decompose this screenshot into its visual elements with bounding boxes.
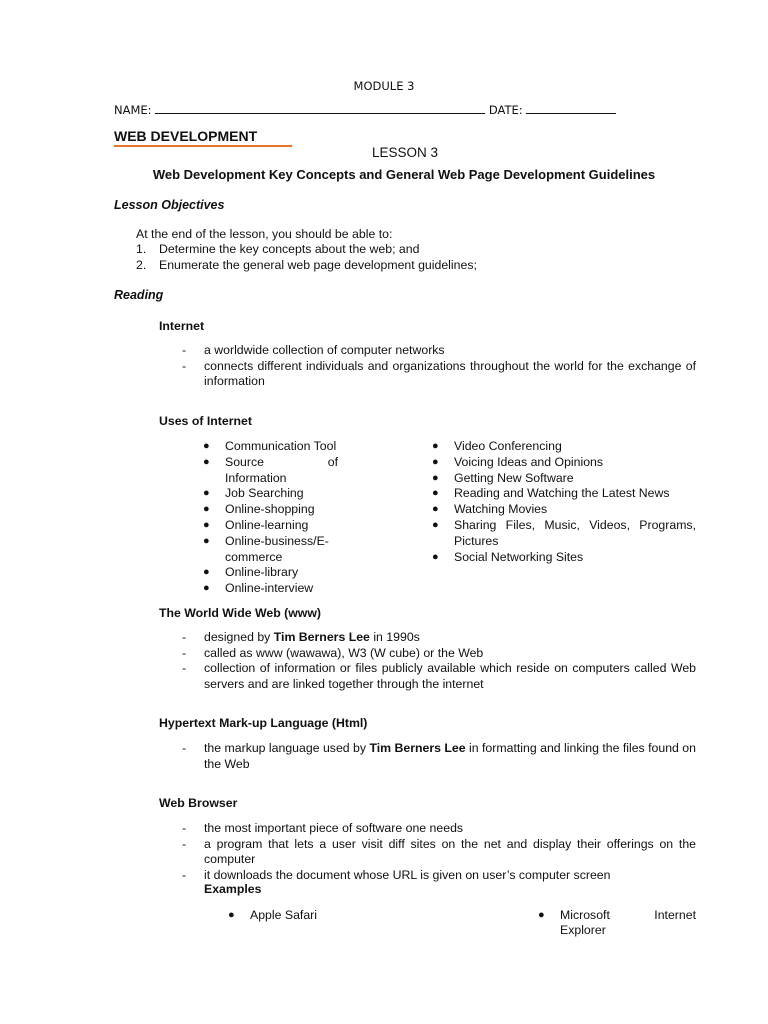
list-item: ● Video Conferencing bbox=[432, 439, 562, 453]
internet-list bbox=[182, 343, 696, 390]
list-item: - connects different individuals and organizations throughout the world for the exchange of information bbox=[182, 358, 696, 388]
name-field[interactable] bbox=[155, 103, 485, 114]
www-heading: The World Wide Web (www) bbox=[159, 606, 322, 620]
list-item: - called as www (wawawa), W3 (W cube) or the Web bbox=[182, 645, 484, 660]
list-item: ● Voicing Ideas and Opinions bbox=[432, 454, 604, 469]
module-label: MODULE 3 bbox=[353, 79, 415, 93]
objectives-list bbox=[136, 242, 477, 273]
list-item: ● Communication Tool bbox=[203, 439, 337, 453]
list-item: - a worldwide collection of computer networks bbox=[182, 343, 445, 357]
browser-list bbox=[182, 821, 696, 883]
list-item: 2. Enumerate the general web page development guidelines; bbox=[136, 257, 477, 272]
html-heading: Hypertext Mark-up Language (Html) bbox=[159, 716, 368, 730]
list-item: ● Reading and Watching the Latest News bbox=[432, 486, 670, 501]
uses-list-left bbox=[203, 439, 338, 597]
course-title: WEB DEVELOPMENT bbox=[114, 128, 258, 144]
examples-label: Examples bbox=[204, 882, 262, 896]
name-label: NAME: bbox=[114, 103, 152, 117]
list-item: ● Online-library bbox=[203, 565, 299, 580]
browser-heading: Web Browser bbox=[159, 796, 238, 810]
www-list bbox=[182, 630, 696, 692]
example-item: ● Microsoft Internet Explorer bbox=[538, 908, 696, 937]
list-item: ● Online-shopping bbox=[203, 502, 315, 517]
page-title: Web Development Key Concepts and General Web Page Development Guidelines bbox=[152, 167, 656, 182]
list-item: - the markup language used by Tim Berners Lee in formatting and linking the files found on the Web bbox=[182, 741, 696, 771]
list-item: - the most important piece of software one needs bbox=[182, 821, 464, 835]
date-label: DATE: bbox=[488, 103, 523, 117]
list-item: - a program that lets a user visit diff sites on the net and display their offerings on the computer bbox=[182, 836, 696, 866]
name-date-line bbox=[114, 103, 616, 117]
html-list bbox=[182, 741, 696, 772]
list-item: ● Sharing Files, Music, Videos, Programs, Pictures bbox=[432, 517, 696, 548]
list-item: ● Online-interview bbox=[203, 581, 314, 596]
list-item: ● Online-learning bbox=[203, 517, 309, 532]
reading-heading: Reading bbox=[114, 288, 164, 302]
list-item: - collection of information or files publicly available which reside on computers called Web servers and are linked together through the internet bbox=[182, 661, 696, 691]
list-item: - it downloads the document whose URL is given on user’s computer screen bbox=[182, 867, 611, 882]
list-item: ● Source of Information bbox=[203, 454, 338, 485]
list-item: ● Job Searching bbox=[203, 486, 304, 501]
date-field[interactable] bbox=[526, 103, 616, 114]
uses-heading: Uses of Internet bbox=[159, 414, 252, 428]
example-item: ● Apple Safari bbox=[228, 908, 317, 922]
internet-heading: Internet bbox=[159, 319, 205, 333]
uses-list-right bbox=[432, 439, 696, 565]
list-item: ● Social Networking Sites bbox=[432, 549, 584, 564]
list-item: ● Watching Movies bbox=[432, 502, 548, 517]
list-item: ● Online-business/E-commerce bbox=[203, 533, 329, 564]
lesson-label: LESSON 3 bbox=[371, 145, 439, 160]
objectives-heading: Lesson Objectives bbox=[114, 198, 225, 212]
list-item: ● Getting New Software bbox=[432, 470, 574, 485]
list-item: - designed by Tim Berners Lee in 1990s bbox=[182, 630, 420, 644]
objectives-intro: At the end of the lesson, you should be able to: bbox=[136, 227, 393, 241]
list-item: 1. Determine the key concepts about the web; and bbox=[136, 242, 420, 256]
